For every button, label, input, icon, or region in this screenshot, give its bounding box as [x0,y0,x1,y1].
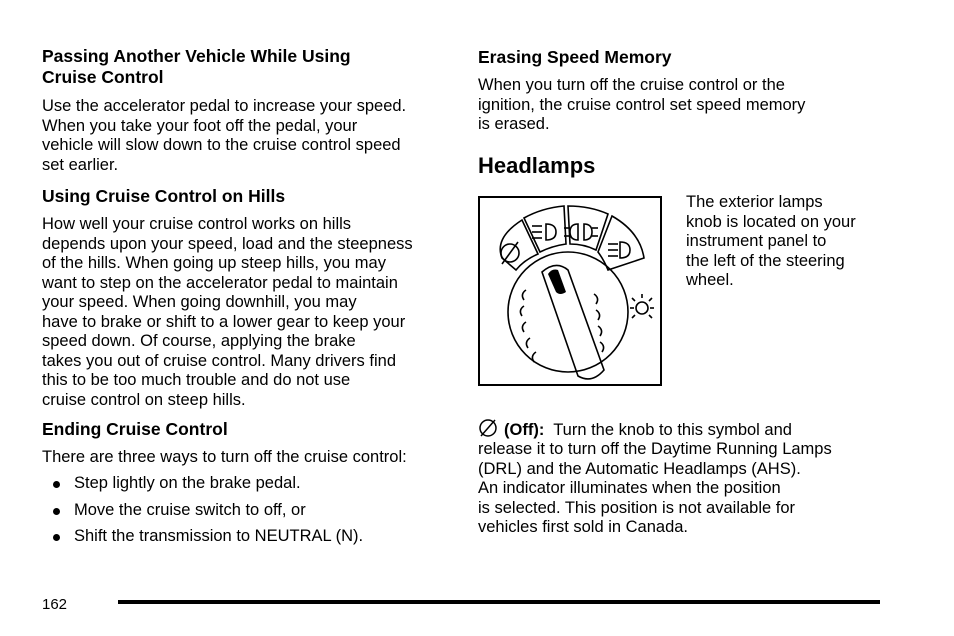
para-passing: Use the accelerator pedal to increase your speed. When you take your foot off the pedal, your vehicle will slow down to the cruise control speed set earlier. [42,97,407,174]
para-off-rest: release it to turn off the Daytime Running Lamps (DRL) and the Automatic Headlamps (AHS). An indicator illuminates when the position is selected. This position is not available for vehicles first sold in Canada. [478,440,832,536]
heading-headlamps: Headlamps [478,153,596,178]
bullet-list [42,474,452,554]
para-erasing: When you turn off the cruise control or the ignition, the cruise control set speed memory is erased. [478,76,806,133]
heading-passing: Passing Another Vehicle While Using Cruise Control [42,46,351,87]
heading-ending: Ending Cruise Control [42,419,228,439]
bullet-icon [53,481,60,488]
footer-rule [118,600,880,604]
figure-caption: The exterior lamps knob is located on your instrument panel to the left of the steering wheel. [686,193,856,289]
headlamp-knob-illustration [478,196,662,386]
list-item: Step lightly on the brake pedal. [42,474,452,501]
para-ending-intro: There are three ways to turn off the cruise control: [42,448,407,466]
bullet-icon [53,508,60,515]
list-item: Shift the transmission to NEUTRAL (N). [42,527,452,554]
headlamp-knob-icon [480,198,660,384]
para-hills: How well your cruise control works on hills depends upon your speed, load and the steepness of the hills. When going up steep hills, you may want to step on the accelerator pedal to maintain your speed. When going downhill, you may have to brake or shift to a lower gear to keep your speed down. Of course, applying the brake takes you out of cruise control. Many drivers find this to be too much trouble and do not use cruise control on steep hills. [42,215,413,409]
off-label: (Off): [504,421,545,439]
off-text-first: Turn the knob to this symbol and [553,421,792,439]
bullet-icon [53,534,60,541]
heading-hills: Using Cruise Control on Hills [42,186,286,206]
page-number: 162 [42,596,68,613]
heading-erasing: Erasing Speed Memory [478,47,672,67]
list-item: Move the cruise switch to off, or [42,501,452,528]
